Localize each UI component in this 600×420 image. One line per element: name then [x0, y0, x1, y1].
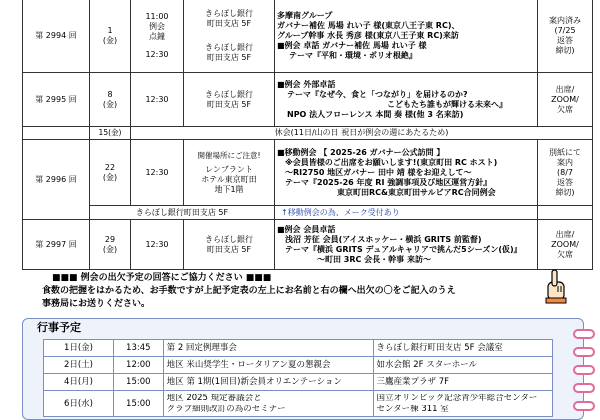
date-weekday: (金) — [102, 35, 118, 45]
meeting-number: 第 2995 回 — [23, 73, 90, 127]
event-place: きらぼし銀行町田支店 5F 会議室 — [373, 340, 553, 357]
event-schedule-title: 行事予定 — [37, 321, 81, 334]
event-place: 国立オリンピック記念青少年総合センター センター棟 311 室 — [373, 391, 553, 417]
table-row — [23, 220, 593, 270]
meeting-venue: きらぼし銀行 町田支店 5F きらぼし銀行 町田支店 5F — [184, 0, 275, 73]
attendance-notice — [42, 272, 572, 311]
event-place: 三鷹産業プラザ 7F — [373, 374, 553, 391]
event-date: 4日(月) — [44, 374, 114, 391]
event-schedule-table — [43, 339, 553, 417]
meeting-venue: 開催場所にご注意! レンブラント ホテル東京町田 地下1階 — [184, 140, 275, 206]
date-day: 1 — [107, 25, 113, 35]
notice-body-2: 事務局にお送りください。 — [42, 299, 151, 309]
holiday-row — [23, 127, 593, 140]
event-title: 地区 米山奨学生・ロータリアン夏の懇親会 — [163, 357, 373, 374]
meeting-number: 第 2994 回 — [23, 0, 90, 73]
meeting-program: ■例会 会員卓話 浅沼 芳征 会員(アイスホッケー・横浜 GRITS 前監督) テーマ『横浜 GRITS デュアルキャリアで挑んだ5シーズン(仮)』 〜町田 3RC 会長・幹事 来訪〜 — [275, 220, 538, 270]
notice-heading: ■■■ 例会の出欠予定の回答にご協力ください ■■■ — [52, 273, 272, 283]
attendance-note: 案内済み (7/25 返答 締切) — [538, 0, 593, 73]
event-title: 第 2 回定例理事会 — [163, 340, 373, 357]
holiday-date: 15(金) — [90, 127, 131, 140]
meeting-program: 多摩南グループ ガバナー補佐 馬場 れい子 様(東京八王子東 RC)、 グループ幹事 水長 秀彦 様(東京八王子東 RC)来訪 ■例会 卓話 ガバナー補佐 馬場 れい子 様 テーマ『平和・環境・ポリオ根絶』 — [275, 0, 538, 73]
binder-ring-icon — [573, 329, 595, 339]
event-row — [44, 391, 553, 417]
meeting-time: 12:30 — [131, 220, 184, 270]
binder-ring-icon — [573, 347, 595, 357]
event-time: 13:45 — [113, 340, 163, 357]
event-row — [44, 374, 553, 391]
event-title: 地区 2025 規定審議会と クラブ細則改訂の為のセミナー — [163, 391, 373, 417]
binder-ring-icon — [573, 383, 595, 393]
meeting-venue: きらぼし銀行 町田支店 5F — [184, 220, 275, 270]
event-time: 15:00 — [113, 374, 163, 391]
table-row — [23, 73, 593, 127]
meeting-venue: きらぼし銀行 町田支店 5F — [184, 73, 275, 127]
meeting-time: 11:00 例会 点鐘 12:30 — [131, 0, 184, 73]
pointing-hand-icon — [540, 268, 570, 304]
meeting-number: 第 2997 回 — [23, 220, 90, 270]
makeup-venue: きらぼし銀行町田支店 5F — [90, 206, 275, 220]
event-time: 12:00 — [113, 357, 163, 374]
monthly-schedule-table — [22, 0, 593, 270]
makeup-note: ↑移動例会の為、メーク受付あり — [275, 206, 538, 220]
event-schedule-panel — [22, 318, 584, 420]
meeting-date: 22 (金) — [90, 140, 131, 206]
event-date: 2日(土) — [44, 357, 114, 374]
makeup-row — [23, 206, 593, 220]
event-title: 地区 第 1期(1回目)新会員オリエンテーション — [163, 374, 373, 391]
meeting-number: 第 2996 回 — [23, 140, 90, 220]
meeting-program: ■例会 外部卓話 テーマ『なぜ今、食と「つながり」を届けるのか? こどもたち誰もが輝ける未来へ』 NPO 法人フローレンス 本間 奏 様(他 3 名来訪) — [275, 73, 538, 127]
table-row — [23, 0, 593, 73]
attendance-note: 別紙にて 案内 (8/7 返答 締切) — [538, 140, 593, 206]
notice-body: 食数の把握をはかるため、お手数ですが上記予定表の左上にお名前と右の欄へ出欠の〇をご記入のうえ — [42, 286, 456, 296]
meeting-date: 29 (金) — [90, 220, 131, 270]
event-date: 1日(金) — [44, 340, 114, 357]
meeting-time: 12:30 — [131, 140, 184, 206]
meeting-date: 8 (金) — [90, 73, 131, 127]
event-place: 如水会館 2F スターホール — [373, 357, 553, 374]
event-time: 15:00 — [113, 391, 163, 417]
binder-ring-icon — [573, 401, 595, 411]
meeting-program: ■移動例会 【 2025-26 ガバナー公式訪問 】 ※会員皆様のご出席をお願いします!(東京町田 RC ホスト) 〜RI2750 地区ガバナー 田中 靖 様をお迎えして〜 テーマ『2025-26 年度 RI 強調事項及び地区運営方針』 東京町田RC&東京町田サルビアRC合同例会 — [275, 140, 538, 206]
event-date: 6日(水) — [44, 391, 114, 417]
meeting-time: 12:30 — [131, 73, 184, 127]
binder-ring-icon — [573, 365, 595, 375]
attendance-note: 出席/ ZOOM/ 欠席 — [538, 220, 593, 270]
attendance-note: 出席/ ZOOM/ 欠席 — [538, 73, 593, 127]
meeting-date — [90, 0, 131, 73]
holiday-text: 休会(11日/山の日 祝日が例会の週にあたるため) — [131, 127, 593, 140]
event-row — [44, 340, 553, 357]
event-row — [44, 357, 553, 374]
table-row — [23, 140, 593, 206]
